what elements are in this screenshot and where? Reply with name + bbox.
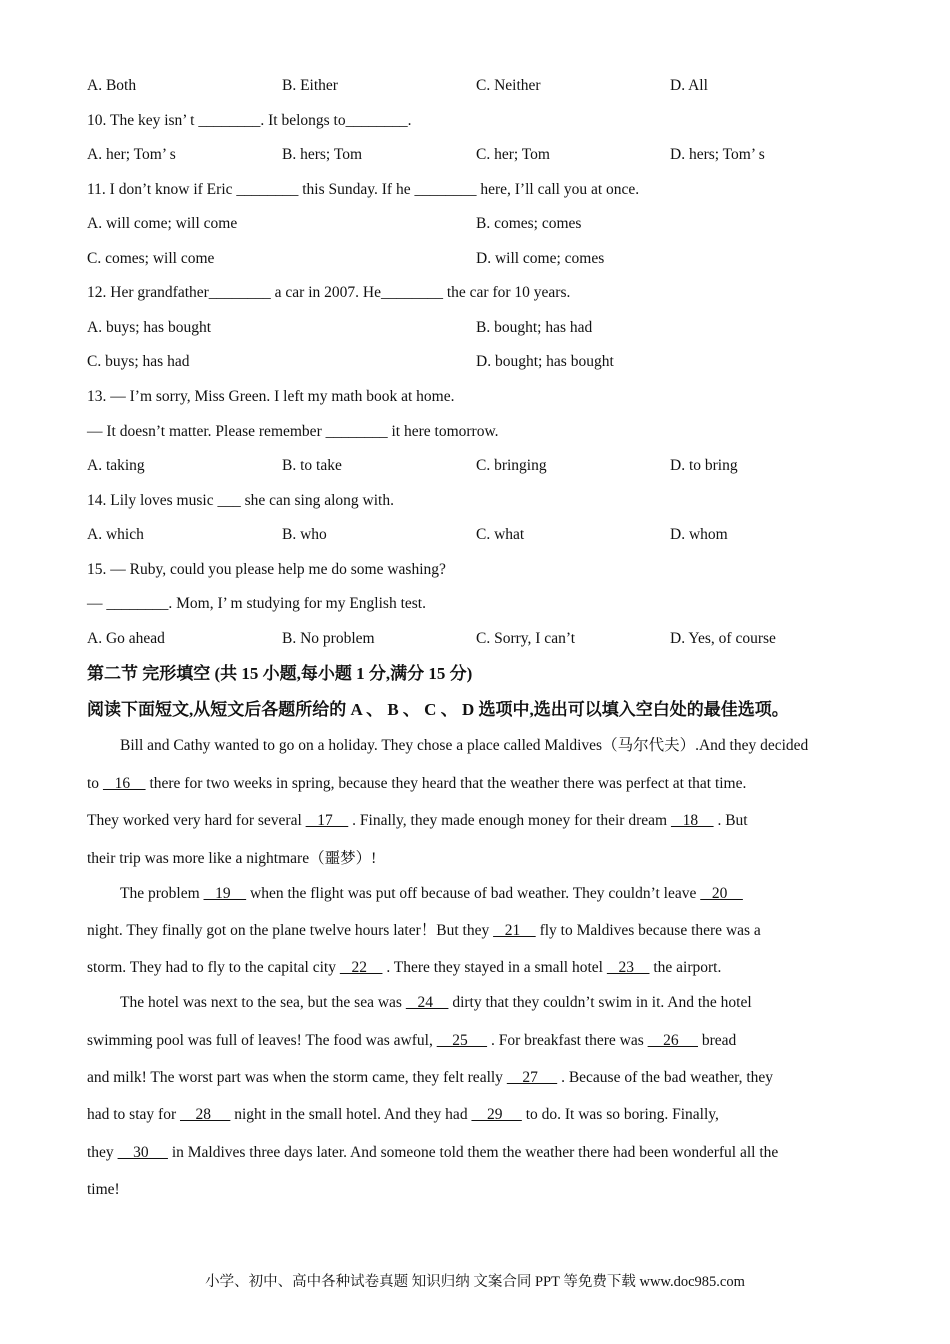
q10-option-b: B. hers; Tom [282, 146, 363, 163]
blank-24: 24 [405, 994, 449, 1011]
q10-option-a: A. her; Tom’ s [87, 146, 176, 163]
blank-28: 28 [179, 1106, 231, 1123]
blank-25: 25 [436, 1032, 488, 1049]
blank-23: 23 [606, 959, 650, 976]
blank-16: 16 [102, 775, 146, 792]
blank-20: 20 [700, 885, 743, 902]
passage-line [87, 1105, 719, 1125]
passage-line [87, 958, 721, 978]
passage-text: dirty that they couldn’t swim in it. And the hotel [448, 994, 752, 1011]
passage-text: The hotel was next to the sea, but the sea was [120, 994, 406, 1011]
blank-19: 19 [203, 885, 247, 902]
q15-option-b: B. No problem [282, 630, 375, 647]
passage-text: bread [698, 1032, 737, 1049]
q11-option-a: A. will come; will come [87, 215, 238, 232]
q12-stem: 12. Her grandfather________ a car in 2007. He________ the car for 10 years. [87, 284, 571, 301]
blank-26: 26 [647, 1032, 698, 1049]
section-title: 第二节 完形填空 (共 15 小题,每小题 1 分,满分 15 分) [87, 664, 473, 683]
passage-line [87, 811, 748, 831]
passage-text: night in the small hotel. And they had [230, 1106, 472, 1123]
section-instruction: 阅读下面短文,从短文后各题所给的 A 、 B 、 C 、 D 选项中,选出可以填入空白处的最佳选项。 [87, 700, 789, 719]
page-footer: 小学、初中、高中各种试卷真题 知识归纳 文案合同 PPT 等免费下载 www.doc985.com [205, 1274, 745, 1290]
passage-line [87, 774, 746, 794]
q9-option-a: A. Both [87, 77, 137, 94]
passage-text: fly to Maldives because there was a [535, 922, 761, 939]
blank-21: 21 [493, 922, 536, 939]
passage-text: to [87, 775, 103, 792]
passage-text: they [87, 1144, 118, 1161]
passage-text: They worked very hard for several [87, 812, 306, 829]
q12-option-d: D. bought; has bought [476, 353, 614, 370]
q14-option-a: A. which [87, 526, 144, 543]
passage-text: and milk! The worst part was when the storm came, they felt really [87, 1069, 507, 1086]
q14-stem: 14. Lily loves music ___ she can sing along with. [87, 492, 394, 509]
q10-stem: 10. The key isn’ t ________. It belongs to________. [87, 112, 412, 129]
q14-option-d: D. whom [670, 526, 728, 543]
blank-17: 17 [305, 812, 349, 829]
passage-text: . But [713, 812, 748, 829]
q15-stem: 15. — Ruby, could you please help me do some washing? [87, 561, 446, 578]
q9-option-b: B. Either [282, 77, 338, 94]
passage-line [87, 1031, 736, 1051]
q12-option-b: B. bought; has had [476, 319, 593, 336]
q14-option-c: C. what [476, 526, 525, 543]
passage-text: the airport. [649, 959, 722, 976]
blank-22: 22 [339, 959, 383, 976]
q13-stem: 13. — I’m sorry, Miss Green. I left my math book at home. [87, 388, 455, 405]
q13-stem-reply: — It doesn’t matter. Please remember ________ it here tomorrow. [87, 423, 499, 440]
q11-option-c: C. comes; will come [87, 250, 215, 267]
q13-option-b: B. to take [282, 457, 342, 474]
blank-29: 29 [471, 1106, 522, 1123]
passage-text: night. They finally got on the plane twelve hours later！But they [87, 922, 494, 939]
passage-text: The problem [120, 885, 204, 902]
q9-option-c: C. Neither [476, 77, 541, 94]
q11-stem: 11. I don’t know if Eric ________ this Sunday. If he ________ here, I’ll call you at once. [87, 181, 640, 198]
passage-text: . There they stayed in a small hotel [382, 959, 607, 976]
q15-option-a: A. Go ahead [87, 630, 165, 647]
q15-option-d: D. Yes, of course [670, 630, 776, 647]
q15-stem-reply: — ________. Mom, I’ m studying for my English test. [87, 595, 426, 612]
passage-line [120, 993, 752, 1013]
passage-line [87, 1068, 773, 1088]
q10-option-d: D. hers; Tom’ s [670, 146, 765, 163]
passage-text: swimming pool was full of leaves! The food was awful, [87, 1032, 437, 1049]
passage-text: . Because of the bad weather, they [557, 1069, 774, 1086]
q10-option-c: C. her; Tom [476, 146, 550, 163]
q12-option-c: C. buys; has had [87, 353, 190, 370]
q11-option-b: B. comes; comes [476, 215, 582, 232]
passage-line: Bill and Cathy wanted to go on a holiday. They chose a place called Maldives（马尔代夫）.And they decided [120, 737, 809, 754]
passage-line: time! [87, 1181, 120, 1198]
q9-option-d: D. All [670, 77, 708, 94]
q13-option-c: C. bringing [476, 457, 547, 474]
passage-text: had to stay for [87, 1106, 180, 1123]
blank-30: 30 [117, 1144, 168, 1161]
passage-text: when the flight was put off because of bad weather. They couldn’t leave [246, 885, 701, 902]
q15-option-c: C. Sorry, I can’t [476, 630, 576, 647]
passage-text: . Finally, they made enough money for their dream [348, 812, 671, 829]
q13-option-a: A. taking [87, 457, 145, 474]
q11-option-d: D. will come; comes [476, 250, 605, 267]
blank-27: 27 [506, 1069, 558, 1086]
passage-text: there for two weeks in spring, because they heard that the weather there was perfect at that time. [145, 775, 747, 792]
passage-line [120, 884, 743, 904]
passage-line: their trip was more like a nightmare（噩梦）! [87, 850, 377, 867]
passage-text: in Maldives three days later. And someone told them the weather there had been wonderful all the [167, 1144, 779, 1161]
passage-text: storm. They had to fly to the capital city [87, 959, 340, 976]
passage-text: to do. It was so boring. Finally, [521, 1106, 719, 1123]
q13-option-d: D. to bring [670, 457, 738, 474]
passage-line [87, 1143, 778, 1163]
q14-option-b: B. who [282, 526, 327, 543]
passage-text: . For breakfast there was [487, 1032, 648, 1049]
passage-line [87, 921, 761, 941]
blank-18: 18 [670, 812, 714, 829]
q12-option-a: A. buys; has bought [87, 319, 211, 336]
